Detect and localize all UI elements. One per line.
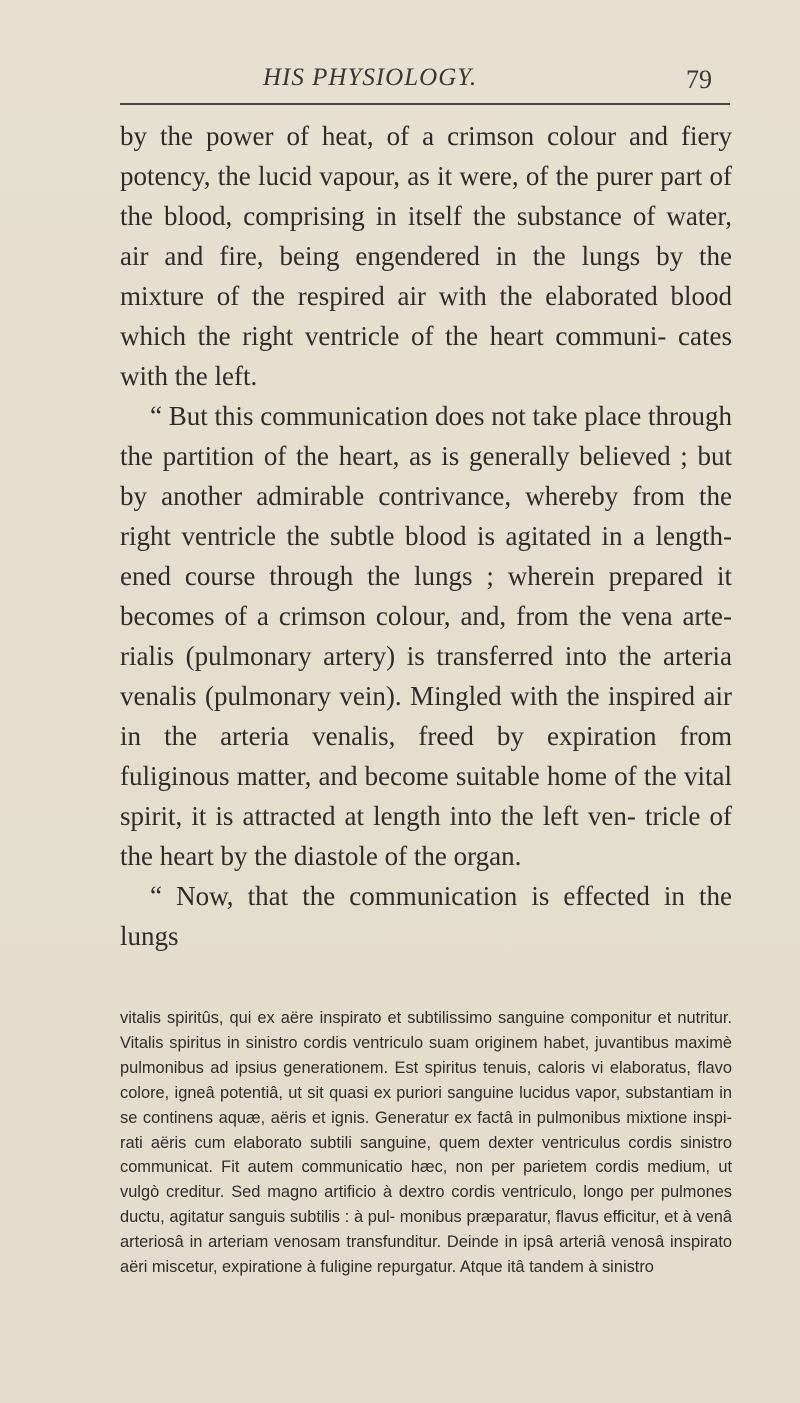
main-text: [120, 116, 732, 956]
footnote: [120, 1006, 732, 1280]
paragraph-3: “ Now, that the communication is effected in the lungs: [120, 881, 732, 951]
footnote-text: vitalis spiritûs, qui ex aëre inspirato et subtilissimo sanguine componitur et nutritur. Vitalis spiritus in sinistro cordis ventriculo suam originem habet, juvantibus maximè pulmonibus ad ipsius generationem. Est spiritus tenuis, caloris vi elaboratus, flavo colore, igneâ potentiâ, ut sit quasi ex puriori sanguine lucidus vapor, substantiam in se continens aquæ, aëris et ignis. Generatur ex factâ in pulmonibus mixtione inspi- rati aëris cum elaborato subtili sanguine, quem dexter ventriculus cordis sinistro communicat. Fit autem communicatio hæc, non per parietem cordis medium, ut vulgò creditur. Sed magno artificio à dextro cordis ventriculo, longo per pulmones ductu, agitatur sanguis subtilis : à pul- monibus præparatur, flavus efficitur, et à venâ arteriosâ in arteriam venosam transfunditur. Deinde in ipsâ arteriâ venosâ inspirato aëri miscetur, expiratione à fuligine repurgatur. Atque itâ tandem à sinistro: [120, 1009, 732, 1277]
running-head: [120, 64, 730, 104]
page-number: 79: [686, 65, 712, 94]
paragraph-2: “ But this communication does not take place through the partition of the heart, as is generally believed ; but by another admirable contrivance, whereby from the right ventricle the subtle blood is agitated in a length- ened course through the lungs ; wherein prepared it becomes of a crimson colour, and, from the vena arte- rialis (pulmonary artery) is transferred into the arteria venalis (pulmonary vein). Mingled with the inspired air in the arteria venalis, freed by expiration from fuliginous matter, and become suitable home of the vital spirit, it is attracted at length into the left ven- tricle of the heart by the diastole of the organ.: [120, 401, 732, 871]
running-head-title: HIS PHYSIOLOGY.: [263, 64, 478, 91]
header-rule: [120, 103, 730, 105]
paragraph-1: by the power of heat, of a crimson colour and fiery potency, the lucid vapour, as it were, of the purer part of the blood, comprising in itself the substance of water, air and fire, being engendered in the lungs by the mixture of the respired air with the elaborated blood which the right ventricle of the heart communi- cates with the left.: [120, 121, 732, 391]
